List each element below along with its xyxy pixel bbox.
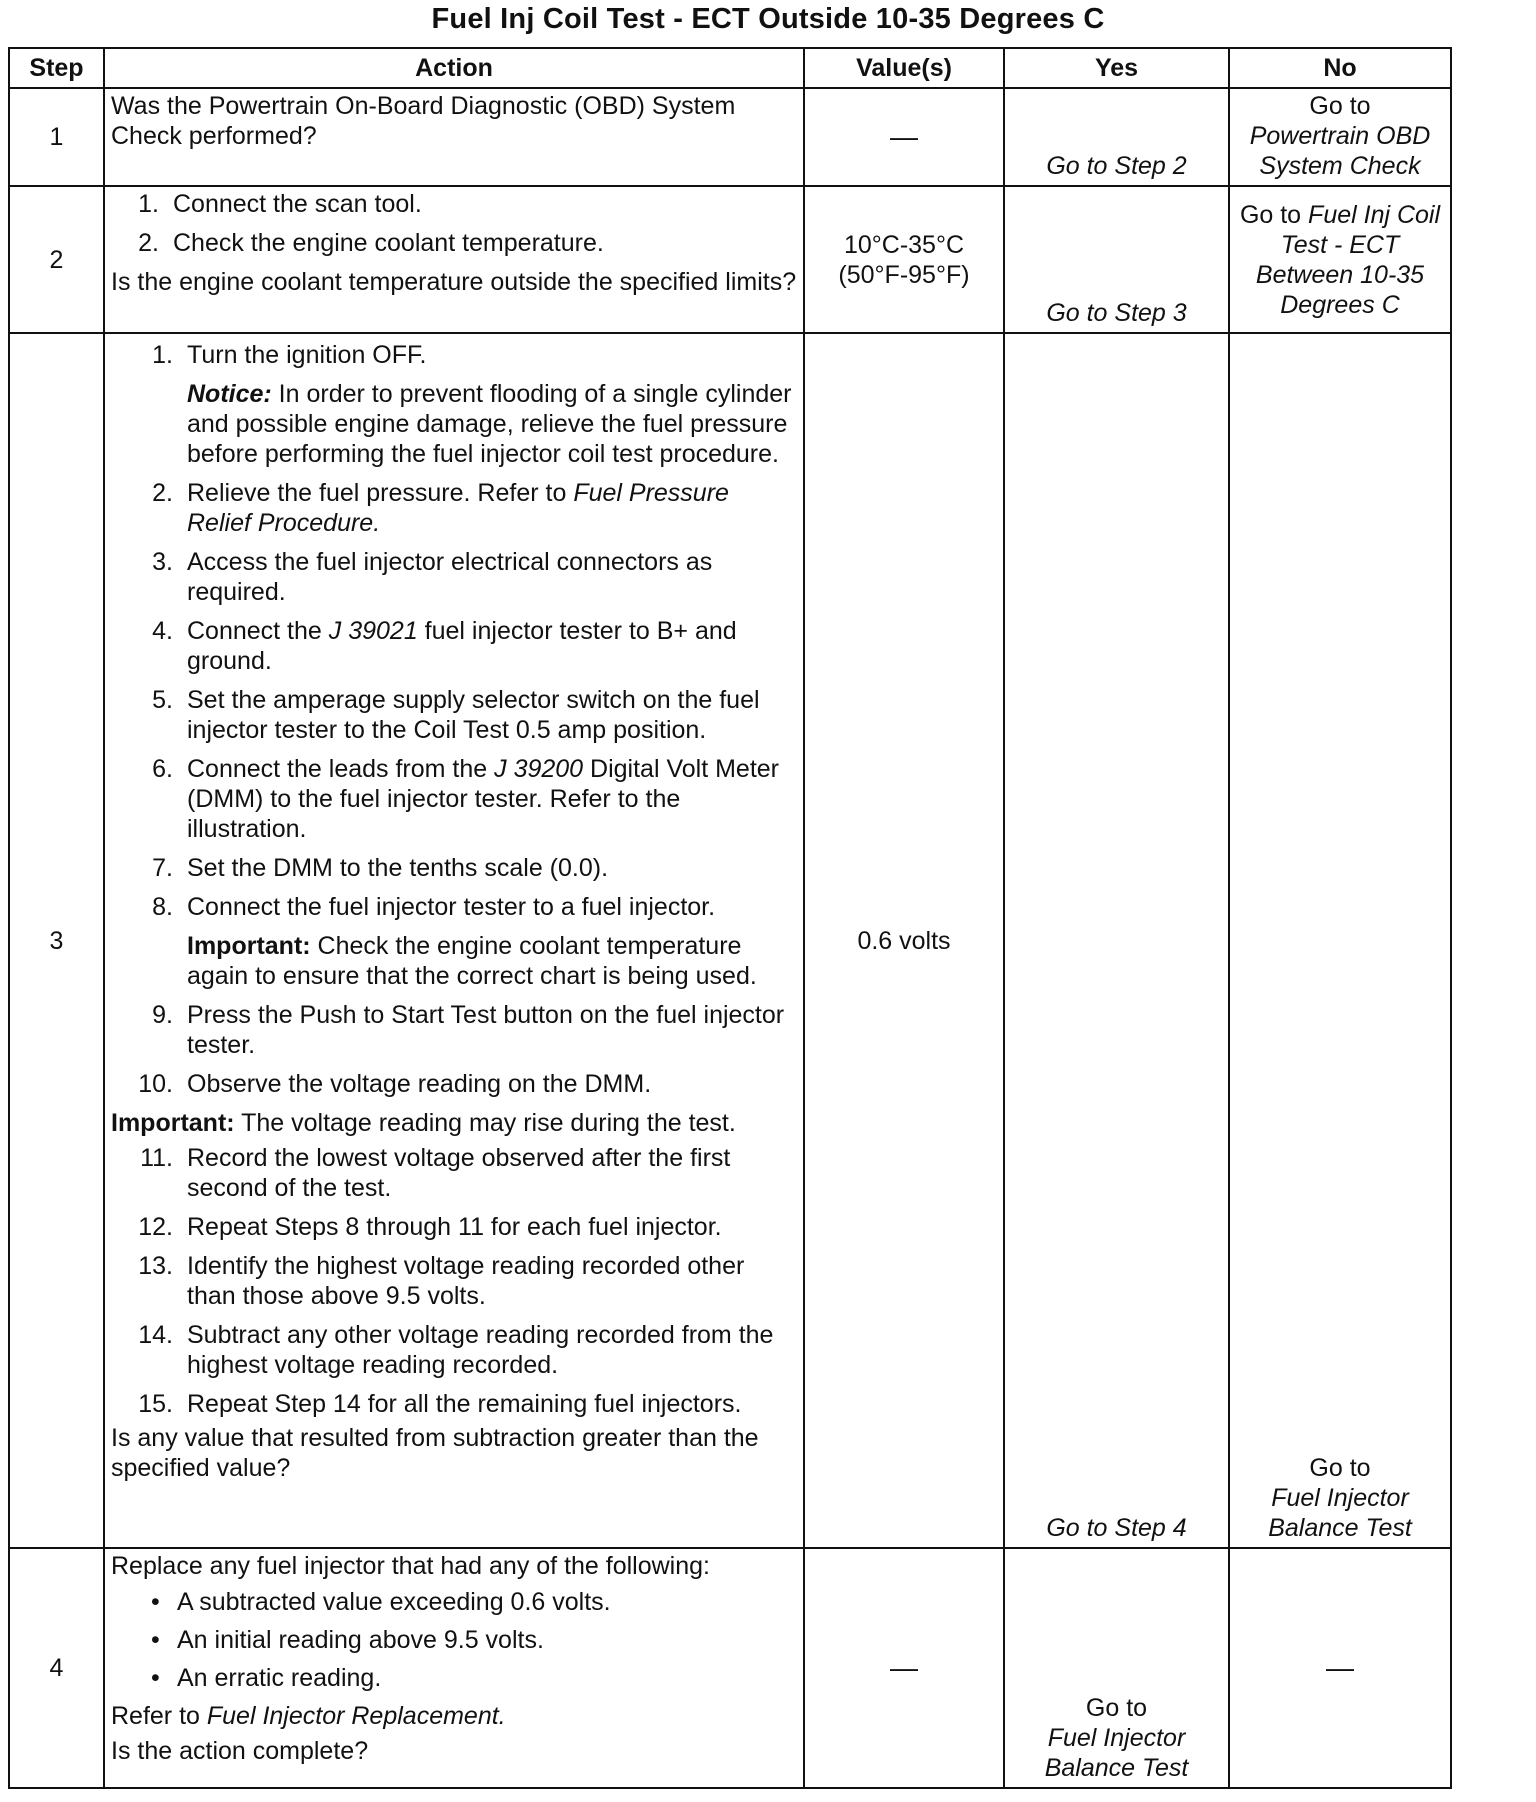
action-item: 15. Repeat Step 14 for all the remaining fuel injectors.	[138, 1390, 742, 1418]
action-question: Was the Powertrain On-Board Diagnostic (OBD) System Check performed?	[111, 92, 736, 150]
action-cell	[104, 186, 804, 333]
yes-cell	[1004, 1548, 1229, 1788]
value-cell	[804, 88, 1004, 186]
action-item: 12. Repeat Steps 8 through 11 for each fuel injector.	[138, 1213, 722, 1241]
header-values: Value(s)	[804, 48, 1004, 88]
yes-link[interactable]: Go to Step 4	[1046, 1514, 1187, 1542]
action-question: Is any value that resulted from subtraction greater than the specified value?	[111, 1424, 759, 1482]
step-number: 3	[9, 333, 104, 1548]
bullet-item: • An erratic reading.	[151, 1664, 382, 1692]
bullet-item: • A subtracted value exceeding 0.6 volts.	[151, 1588, 611, 1616]
no-dash: —	[1326, 1651, 1354, 1683]
value-cell	[804, 1548, 1004, 1788]
no-cell	[1229, 333, 1451, 1548]
yes-cell	[1004, 333, 1229, 1548]
action-item: 14. Subtract any other voltage reading recorded from the highest voltage reading recorded.	[138, 1321, 774, 1379]
important-note: Important: The voltage reading may rise during the test.	[111, 1109, 736, 1137]
no-link[interactable]: Fuel Injector Balance Test	[1268, 1484, 1412, 1542]
action-question: Is the action complete?	[111, 1737, 369, 1765]
table-header-row	[9, 48, 1451, 88]
action-item: 1. Turn the ignition OFF.	[152, 341, 427, 369]
action-item: 10. Observe the voltage reading on the DMM.	[138, 1070, 652, 1098]
value-fahrenheit: (50°F-95°F)	[838, 260, 970, 289]
value-dash: —	[890, 1651, 918, 1683]
step-number: 1	[9, 88, 104, 186]
bullet-item: • An initial reading above 9.5 volts.	[151, 1626, 544, 1654]
no-prefix: Go to	[1239, 200, 1302, 229]
action-intro: Replace any fuel injector that had any of the following:	[111, 1552, 710, 1580]
diagnostic-table	[8, 47, 1452, 1789]
header-step: Step	[9, 48, 104, 88]
header-action: Action	[104, 48, 804, 88]
action-cell	[104, 1548, 804, 1788]
table-row-step-2	[9, 186, 1451, 333]
step-number: 4	[9, 1548, 104, 1788]
yes-prefix: Go to	[1085, 1694, 1148, 1722]
page-title: Fuel Inj Coil Test - ECT Outside 10-35 Degrees C	[431, 3, 1105, 35]
no-prefix: Go to	[1309, 92, 1371, 120]
no-cell	[1229, 1548, 1451, 1788]
yes-cell	[1004, 186, 1229, 333]
yes-link[interactable]: Go to Step 2	[1046, 152, 1187, 180]
action-item: 13. Identify the highest voltage reading recorded other than those above 9.5 volts.	[138, 1252, 745, 1310]
action-item: 3. Access the fuel injector electrical connectors as required.	[152, 548, 713, 606]
action-item: 11. Record the lowest voltage observed after the first second of the test.	[140, 1144, 731, 1202]
action-item: 5. Set the amperage supply selector switch on the fuel injector tester to the Coil Test 0.5 amp position.	[152, 686, 760, 744]
yes-cell	[1004, 88, 1229, 186]
table-row-step-1	[9, 88, 1451, 186]
action-item: 8. Connect the fuel injector tester to a fuel injector.	[152, 893, 716, 921]
no-cell	[1229, 88, 1451, 186]
value-celsius: 10°C-35°C	[843, 230, 965, 259]
action-item: 4. Connect the J 39021 fuel injector tester to B+ and ground.	[152, 617, 737, 675]
no-link[interactable]: Powertrain OBD System Check	[1249, 122, 1431, 180]
no-prefix: Go to	[1309, 1454, 1371, 1482]
procedure-link[interactable]: Fuel Pressure Relief Procedure.	[187, 479, 729, 537]
action-item: 9. Press the Push to Start Test button on the fuel injector tester.	[152, 1001, 785, 1059]
procedure-link[interactable]: Fuel Injector Replacement.	[206, 1702, 506, 1730]
yes-link[interactable]: Fuel Injector Balance Test	[1044, 1724, 1189, 1782]
no-link[interactable]: Fuel Inj Coil Test - ECT Between 10-35 Degrees C	[1255, 200, 1441, 319]
important-note: Important: Check the engine coolant temperature again to ensure that the correct chart is being used.	[187, 932, 757, 990]
action-cell	[104, 333, 804, 1548]
action-item: 7. Set the DMM to the tenths scale (0.0).	[152, 854, 609, 882]
action-cell	[104, 88, 804, 186]
action-item: 2. Relieve the fuel pressure. Refer to Fuel Pressure Relief Procedure.	[152, 479, 729, 537]
notice: Notice: In order to prevent flooding of a single cylinder and possible engine damage, relieve the fuel pressure before performing the fuel injector coil test procedure.	[187, 380, 792, 468]
action-item: 1. Connect the scan tool.	[138, 190, 422, 218]
header-no: No	[1229, 48, 1451, 88]
table-row-step-4	[9, 1548, 1451, 1788]
action-item: 2. Check the engine coolant temperature.	[138, 229, 604, 257]
action-item: 6. Connect the leads from the J 39200 Digital Volt Meter (DMM) to the fuel injector tester. Refer to the illustration.	[152, 755, 780, 843]
table-row-step-3	[9, 333, 1451, 1548]
action-question: Is the engine coolant temperature outside the specified limits?	[111, 268, 797, 296]
step-number: 2	[9, 186, 104, 333]
value-dash: —	[890, 120, 918, 152]
no-cell	[1229, 186, 1451, 333]
refer-line: Refer to Fuel Injector Replacement.	[111, 1702, 506, 1730]
header-yes: Yes	[1004, 48, 1229, 88]
yes-link[interactable]: Go to Step 3	[1046, 299, 1187, 327]
value-cell: 0.6 volts	[804, 333, 1004, 1548]
value-cell	[804, 186, 1004, 333]
